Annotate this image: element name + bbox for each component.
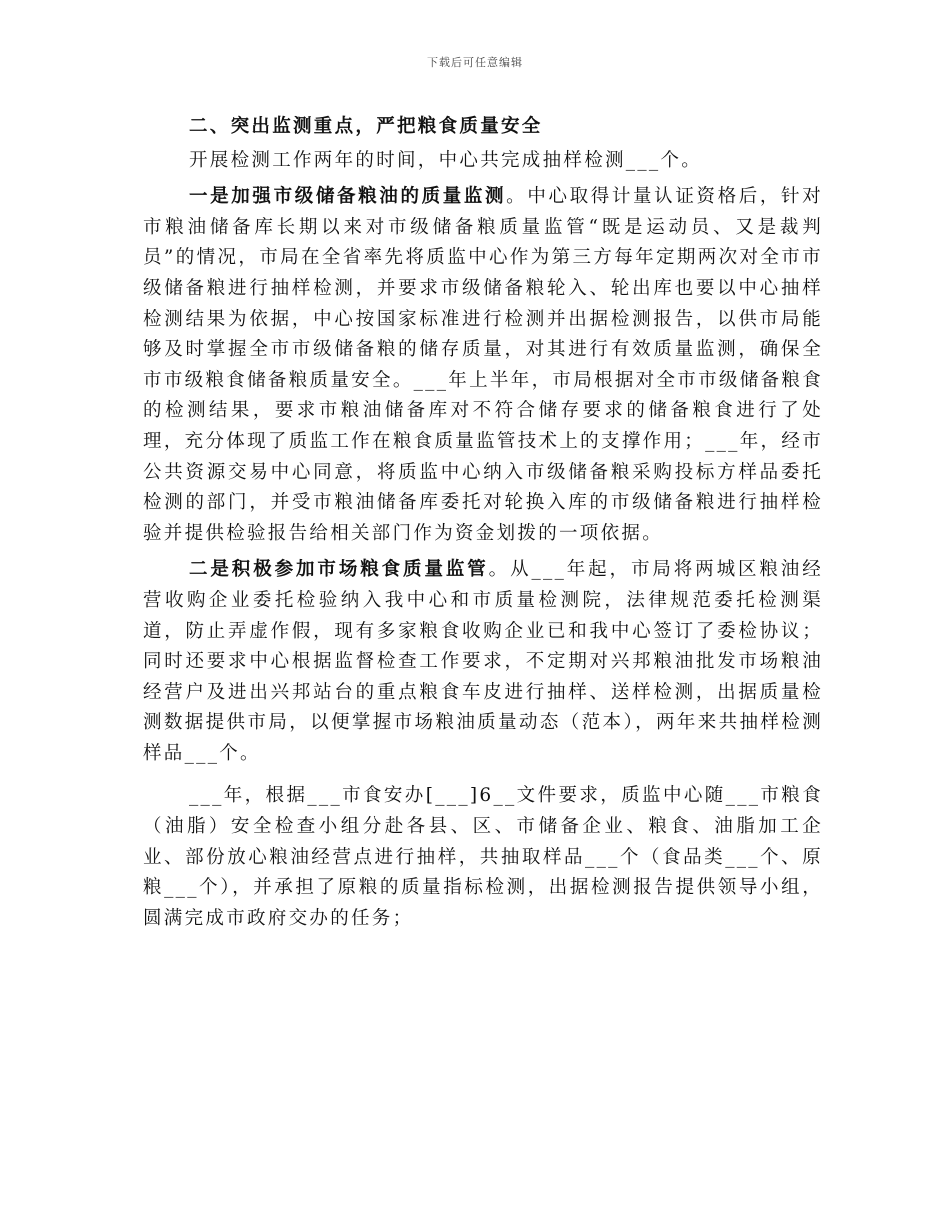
document-body [143, 112, 823, 934]
paragraph-2-lead: 二是积极参加市场粮食质量监管 [189, 559, 489, 581]
paragraph-2 [143, 555, 823, 769]
paragraph-3-text: ___年，根据___市食安办[___]6__文件要求，质监中心随___市粮食（油脂）安全检查小组分赴各县、区、市储备企业、粮食、油脂加工企业、部份放心粮油经营点进行抽样，共抽取样品___个（食品类___个、原粮___个），并承担了原粮的质量指标检测，出据检测报告提供领导小组，圆满完成市政府交办的任务； [143, 785, 823, 929]
paragraph-2-text: 。从___年起，市局将两城区粮油经营收购企业委托检验纳入我中心和市质量检测院，法律规范委托检测渠道，防止弄虚作假，现有多家粮食收购企业已和我中心签订了委检协议；同时还要求中心根据监督检查工作要求，不定期对兴邦粮油批发市场粮油经营户及进出兴邦站台的重点粮食车皮进行抽样、送样检测，出据质量检测数据提供市局，以便掌握市场粮油质量动态（范本），两年来共抽样检测样品___个。 [143, 559, 823, 764]
paragraph-1-text: 。中心取得计量认证资格后，针对市粮油储备库长期以来对市级储备粮质量监管“既是运动员、又是裁判员”的情况，市局在全省率先将质监中心作为第三方每年定期两次对全市市级储备粮进行抽样检测，并要求市级储备粮轮入、轮出库也要以中心抽样检测结果为依据，中心按国家标准进行检测并出据检测报告，以供市局能够及时掌握全市市级储备粮的储存质量，对其进行有效质量监测，确保全市市级粮食储备粮质量安全。___年上半年，市局根据对全市市级储备粮食的检测结果，要求市粮油储备库对不符合储存要求的储备粮食进行了处理，充分体现了质监工作在粮食质量监管技术上的支撑作用；___年，经市公共资源交易中心同意，将质监中心纳入市级储备粮采购投标方样品委托检测的部门，并受市粮油储备库委托对轮换入库的市级储备粮进行抽样检验并提供检验报告给相关部门作为资金划拨的一项依据。 [143, 186, 823, 544]
paragraph-1-lead: 一是加强市级储备粮油的质量监测 [189, 186, 507, 208]
section-heading: 二、突出监测重点，严把粮食质量安全 [189, 116, 543, 137]
paragraph-1 [143, 182, 823, 549]
page-header-note: 下载后可任意编辑 [427, 56, 523, 69]
section-intro: 开展检测工作两年的时间，中心共完成抽样检测___个。 [189, 149, 703, 171]
paragraph-3 [143, 781, 823, 934]
